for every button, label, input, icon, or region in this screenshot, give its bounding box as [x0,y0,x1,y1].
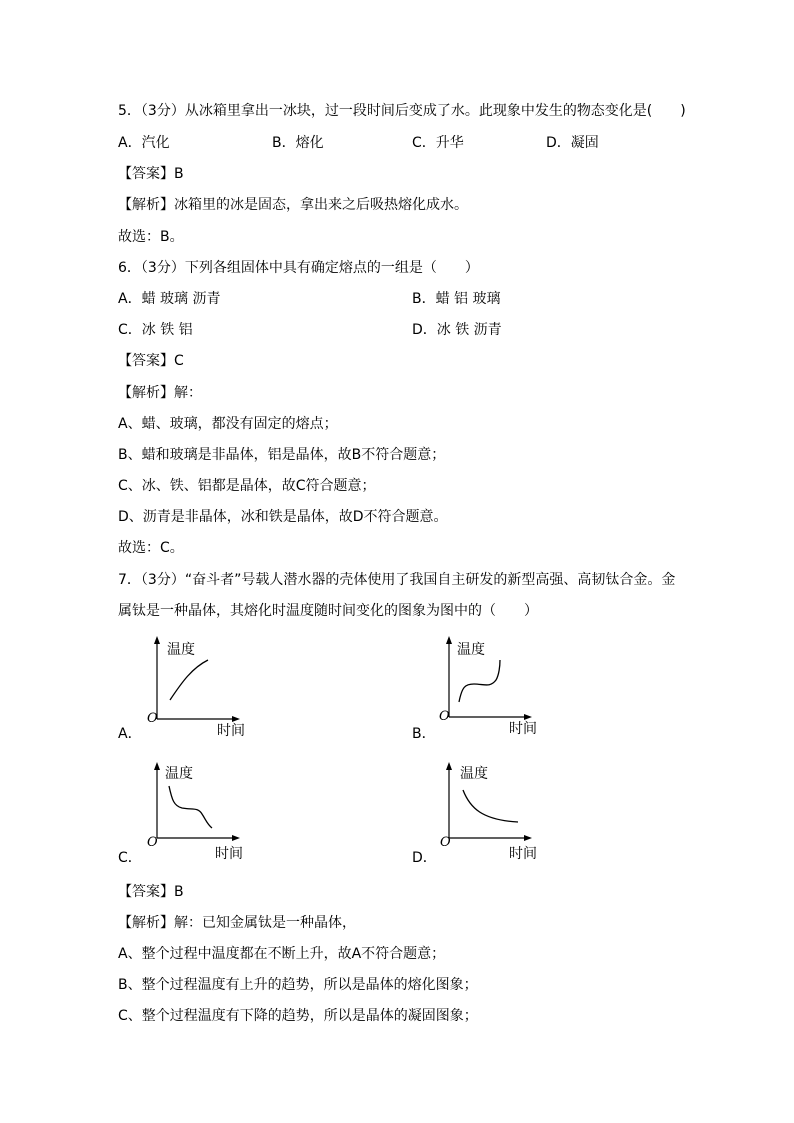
q6-option-b: B．蜡 铝 玻璃 [412,291,501,307]
graph-b-y-arrow [446,636,452,644]
graph-d-x-arrow [524,835,532,841]
q6-answer: 【答案】C [118,353,184,369]
graph-a-x-arrow [232,716,240,722]
graph-c-y-label: 温度 [165,766,193,782]
graph-c-option-label: C． [118,850,142,866]
graph-b [432,632,542,742]
q6-conclusion: 故选：C。 [118,540,184,556]
q7-analysis-c: C、整个过程温度有下降的趋势，所以是晶体的凝固图象； [118,1008,478,1024]
graph-d-option-label: D． [412,850,437,866]
graph-b-x-label: 时间 [509,721,537,737]
q7-stem-line1: 7．（3分）“奋斗者”号载人潜水器的壳体使用了我国自主研发的新型高强、高韧钛合金。金 [118,572,676,588]
q5-answer: 【答案】B [118,166,184,182]
graph-d-y-label: 温度 [460,766,488,782]
graph-c-svg [140,758,250,868]
q5-conclusion: 故选：B。 [118,229,184,245]
graph-c-x-arrow [232,835,240,841]
q6-option-d: D．冰 铁 沥青 [412,322,502,338]
graph-a-x-label: 时间 [217,723,245,739]
graph-d-origin: O [440,835,451,850]
graph-c [140,758,250,868]
q7-analysis-intro: 【解析】解：已知金属钛是一种晶体， [118,915,356,931]
graph-b-y-label: 温度 [457,642,485,658]
graph-c-origin: O [147,835,158,850]
q5-option-d: D．凝固 [546,135,599,151]
q5-option-a: A．汽化 [118,135,170,151]
q6-analysis-c: C、冰、铁、铝都是晶体，故C符合题意； [118,478,376,494]
graph-a-y-arrow [154,636,160,644]
q5-stem: 5．（3分）从冰箱里拿出一冰块，过一段时间后变成了水。此现象中发生的物态变化是( ) [118,103,686,119]
graph-c-y-arrow [154,762,160,770]
graph-d-svg [432,758,542,868]
q7-analysis-a: A、整个过程中温度都在不断上升，故A不符合题意； [118,946,446,962]
q6-option-c: C．冰 铁 铝 [118,322,193,338]
graph-a-option-label: A． [118,726,142,742]
q6-stem: 6．（3分）下列各组固体中具有确定熔点的一组是（ ） [118,260,479,276]
q6-analysis-d: D、沥青是非晶体，冰和铁是晶体，故D不符合题意。 [118,509,448,525]
graph-b-curve [459,660,500,702]
graph-b-origin: O [439,709,450,724]
graph-d [432,758,542,868]
graph-a-y-label: 温度 [167,642,195,658]
graph-d-x-label: 时间 [509,846,537,862]
graph-d-y-arrow [446,762,452,770]
graph-d-curve [463,790,518,822]
q7-analysis-b: B、整个过程温度有上升的趋势，所以是晶体的熔化图象； [118,977,478,993]
graph-b-option-label: B． [412,726,436,742]
graph-c-x-label: 时间 [215,846,243,862]
graph-a-svg [140,632,250,742]
q7-stem-line2: 属钛是一种晶体，其熔化时温度随时间变化的图象为图中的（ ） [118,603,538,619]
graph-a-origin: O [147,711,158,726]
graph-c-curve [169,786,212,828]
graph-b-svg [432,632,542,742]
q6-analysis-intro: 【解析】解： [118,385,202,401]
q7-answer: 【答案】B [118,884,184,900]
q6-analysis-a: A、蜡、玻璃，都没有固定的熔点； [118,416,338,432]
q6-analysis-b: B、蜡和玻璃是非晶体，铝是晶体，故B不符合题意； [118,447,446,463]
q6-option-a: A．蜡 玻璃 沥青 [118,291,221,307]
graph-b-x-arrow [524,714,532,720]
graph-a-curve [170,660,208,700]
q5-analysis: 【解析】冰箱里的冰是固态，拿出来之后吸热熔化成水。 [118,197,468,213]
q5-option-c: C．升华 [412,135,464,151]
q5-option-b: B．熔化 [272,135,324,151]
graph-a [140,632,250,742]
